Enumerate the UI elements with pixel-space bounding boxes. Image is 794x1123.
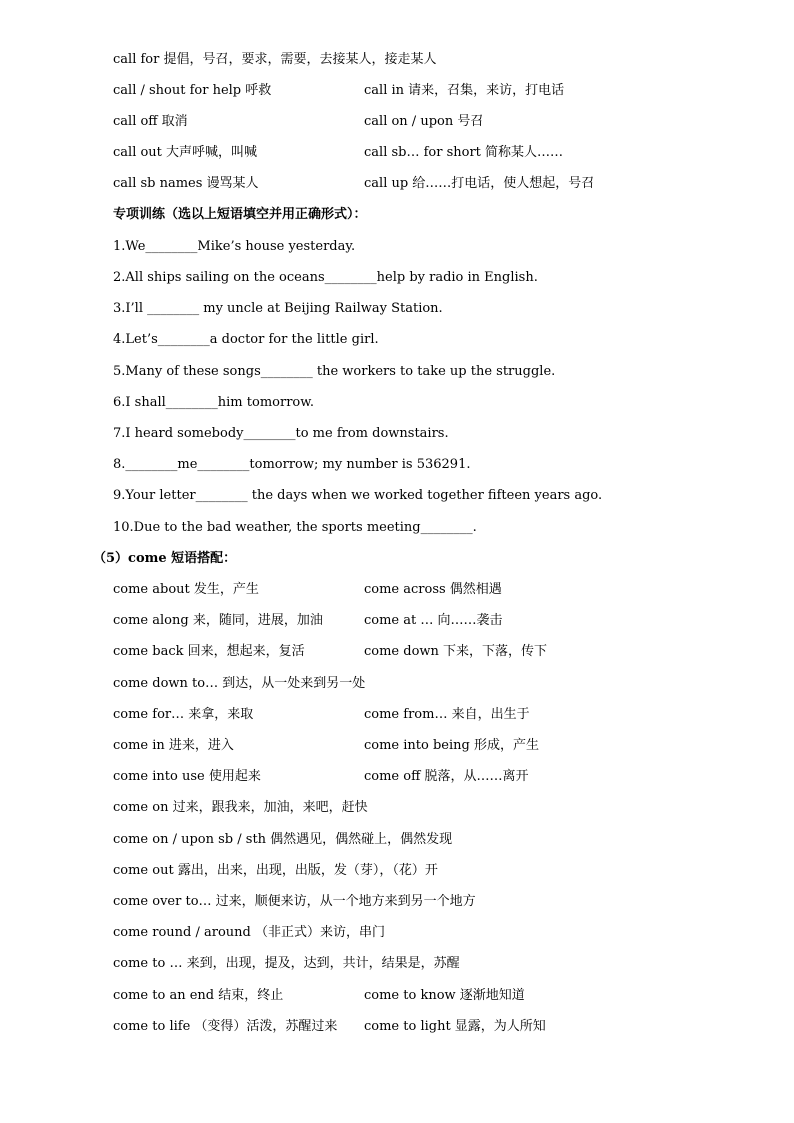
exercise-item: 2.All ships sailing on the oceans________help by radio in English. <box>113 270 538 285</box>
phrase-come-on-upon: come on / upon sb / sth 偶然遇见，偶然碰上，偶然发现 <box>113 832 453 847</box>
exercise-item: 7.I heard somebody________to me from downstairs. <box>113 426 449 441</box>
exercise-heading: 专项训练（选以上短语填空并用正确形式）： <box>113 207 367 222</box>
phrase-call-up: call up 给……打电话，使人想起，号召 <box>364 176 595 191</box>
phrase-come-back: come back 回来，想起来，复活 <box>113 644 305 659</box>
exercise-item: 3.I’ll ________ my uncle at Beijing Railway Station. <box>113 301 443 316</box>
phrase-come-for: come for… 来拿，来取 <box>113 707 254 722</box>
phrase-call-shout-for-help: call / shout for help 呼救 <box>113 83 272 98</box>
phrase-come-along: come along 来，随同，进展，加油 <box>113 613 323 628</box>
phrase-call-out: call out 大声呼喊，叫喊 <box>113 145 258 160</box>
phrase-come-over-to: come over to… 过来，顺便来访，从一个地方来到另一个地方 <box>113 894 476 909</box>
phrase-call-for: call for 提倡，号召，要求，需要，去接某人，接走某人 <box>113 52 437 67</box>
phrase-come-out: come out 露出，出来，出现，出版，发（芽），（花）开 <box>113 863 438 878</box>
exercise-item: 5.Many of these songs________ the workers to take up the struggle. <box>113 364 556 379</box>
phrase-call-in: call in 请来，召集，来访，打电话 <box>364 83 565 98</box>
phrase-come-in: come in 进来，进入 <box>113 738 234 753</box>
exercise-item: 8.________me________tomorrow; my number is 536291. <box>113 457 471 472</box>
phrase-call-on-upon: call on / upon 号召 <box>364 114 484 129</box>
exercise-item: 10.Due to the bad weather, the sports meeting________. <box>113 520 477 535</box>
section-heading-come: （5）come 短语搭配： <box>93 551 237 566</box>
phrase-come-to: come to … 来到，出现，提及，达到，共计，结果是，苏醒 <box>113 956 460 971</box>
phrase-come-across: come across 偶然相遇 <box>364 582 502 597</box>
phrase-come-off: come off 脱落，从……离开 <box>364 769 529 784</box>
exercise-item: 4.Let’s________a doctor for the little girl. <box>113 332 379 347</box>
phrase-come-to-an-end: come to an end 结束，终止 <box>113 988 284 1003</box>
phrase-come-down: come down 下来，下落，传下 <box>364 644 548 659</box>
exercise-item: 1.We________Mike’s house yesterday. <box>113 239 356 254</box>
phrase-come-to-know: come to know 逐渐地知道 <box>364 988 525 1003</box>
phrase-come-into-use: come into use 使用起来 <box>113 769 261 784</box>
phrase-come-down-to: come down to… 到达，从一处来到另一处 <box>113 676 366 691</box>
exercise-item: 9.Your letter________ the days when we worked together fifteen years ago. <box>113 488 603 503</box>
phrase-call-sb-for-short: call sb… for short 简称某人…… <box>364 145 564 160</box>
phrase-call-sb-names: call sb names 谩骂某人 <box>113 176 259 191</box>
phrase-come-about: come about 发生，产生 <box>113 582 259 597</box>
phrase-come-round-around: come round / around （非正式）来访，串门 <box>113 925 386 940</box>
phrase-come-at: come at … 向……袭击 <box>364 613 503 628</box>
phrase-come-from: come from… 来自，出生于 <box>364 707 530 722</box>
exercise-item: 6.I shall________him tomorrow. <box>113 395 314 410</box>
phrase-come-on: come on 过来，跟我来，加油，来吧，赶快 <box>113 800 368 815</box>
phrase-come-into-being: come into being 形成，产生 <box>364 738 539 753</box>
phrase-come-to-light: come to light 显露，为人所知 <box>364 1019 546 1034</box>
phrase-come-to-life: come to life （变得）活泼，苏醒过来 <box>113 1019 338 1034</box>
phrase-call-off: call off 取消 <box>113 114 188 129</box>
